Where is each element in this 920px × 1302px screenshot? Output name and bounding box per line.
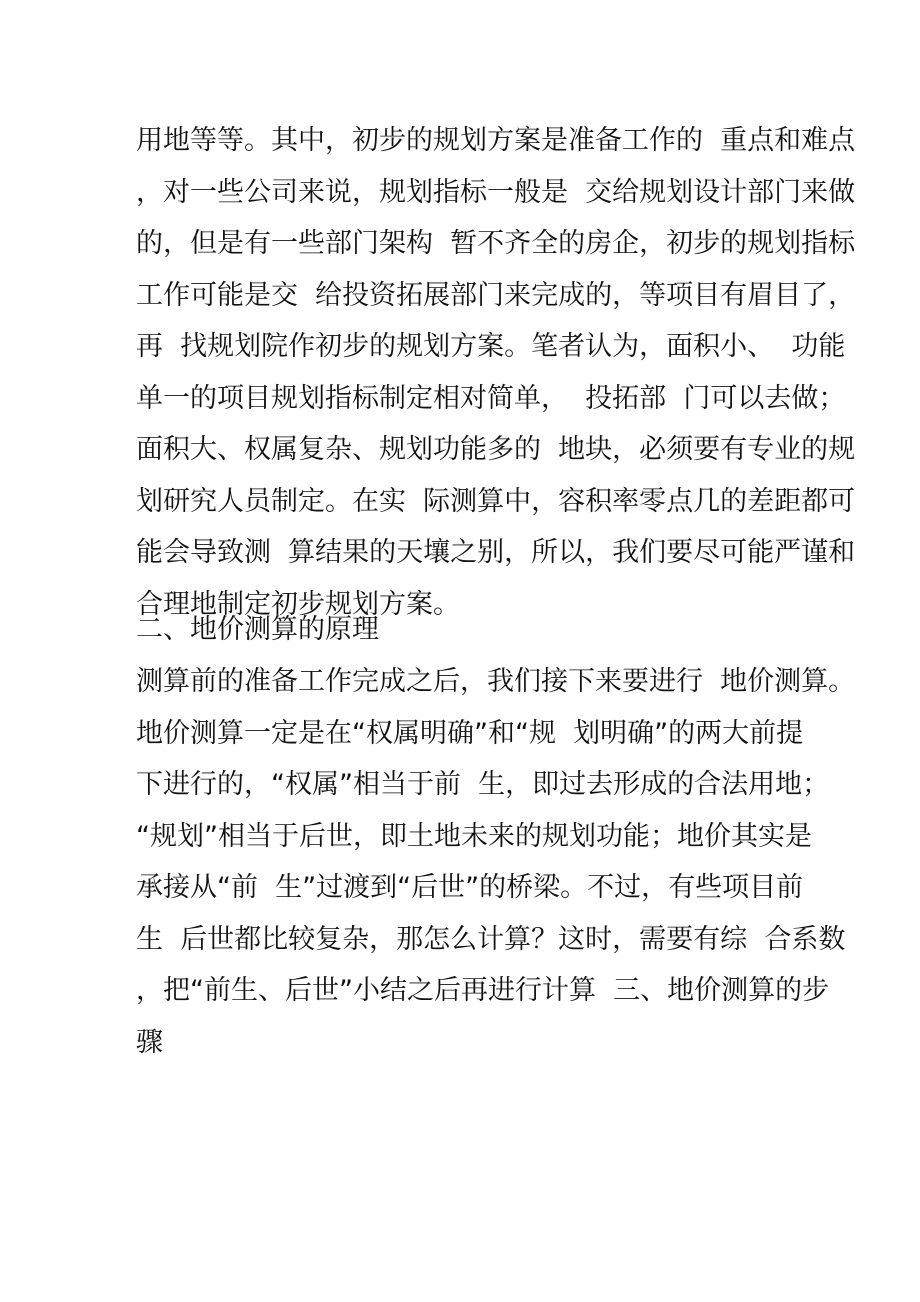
section-heading: 二、地价测算的原理	[136, 614, 379, 645]
text-line: 单一的项目规划指标制定相对简单， 投拓部 门可以去做；	[136, 382, 846, 414]
text-line: 划研究人员制定。在实 际测算中，容积率零点几的差距都可	[136, 485, 856, 517]
text-line: 再 找规划院作初步的规划方案。笔者认为，面积小、 功能	[136, 331, 846, 362]
paragraph-planning-preparation	[136, 115, 896, 630]
text-line: 的，但是有一些部门架构 暂不齐全的房企，初步的规划指标	[136, 228, 856, 259]
text-line: 承接从“前 生”过渡到“后世”的桥梁。不过，有些项目前	[136, 872, 804, 903]
text-line: 下进行的，“权属”相当于前 生，即过去形成的合法用地；	[136, 769, 830, 800]
text-line: “规划”相当于后世，即土地未来的规划功能；地价其实是	[136, 820, 812, 852]
text-line: 面积大、权属复杂、规划功能多的 地块，必须要有专业的规	[136, 434, 856, 465]
text-line: 骤	[136, 1026, 163, 1058]
section-heading-land-price-principle	[136, 604, 896, 656]
text-line: 用地等等。其中，初步的规划方案是准备工作的 重点和难点	[136, 125, 856, 156]
text-line: 生 后世都比较复杂，那怎么计算？这时，需要有综 合系数	[136, 923, 846, 955]
text-line: 能会导致测 算结果的天壤之别，所以，我们要尽可能严谨和	[136, 537, 856, 568]
text-line: 测算前的准备工作完成之后，我们接下来要进行 地价测算。	[136, 666, 856, 697]
text-line: ，把“前生、后世”小结之后再进行计算 三、地价测算的步	[136, 975, 830, 1006]
paragraph-land-price-principle	[136, 656, 896, 1068]
text-line: 工作可能是交 给投资拓展部门来完成的，等项目有眉目了，	[136, 279, 856, 311]
text-line: ，对一些公司来说，规划指标一般是 交给规划设计部门来做	[136, 176, 856, 208]
text-line: 合理地制定初步规划方案。	[136, 588, 460, 620]
text-line: 地价测算一定是在“权属明确”和“规 划明确”的两大前提	[136, 717, 804, 749]
